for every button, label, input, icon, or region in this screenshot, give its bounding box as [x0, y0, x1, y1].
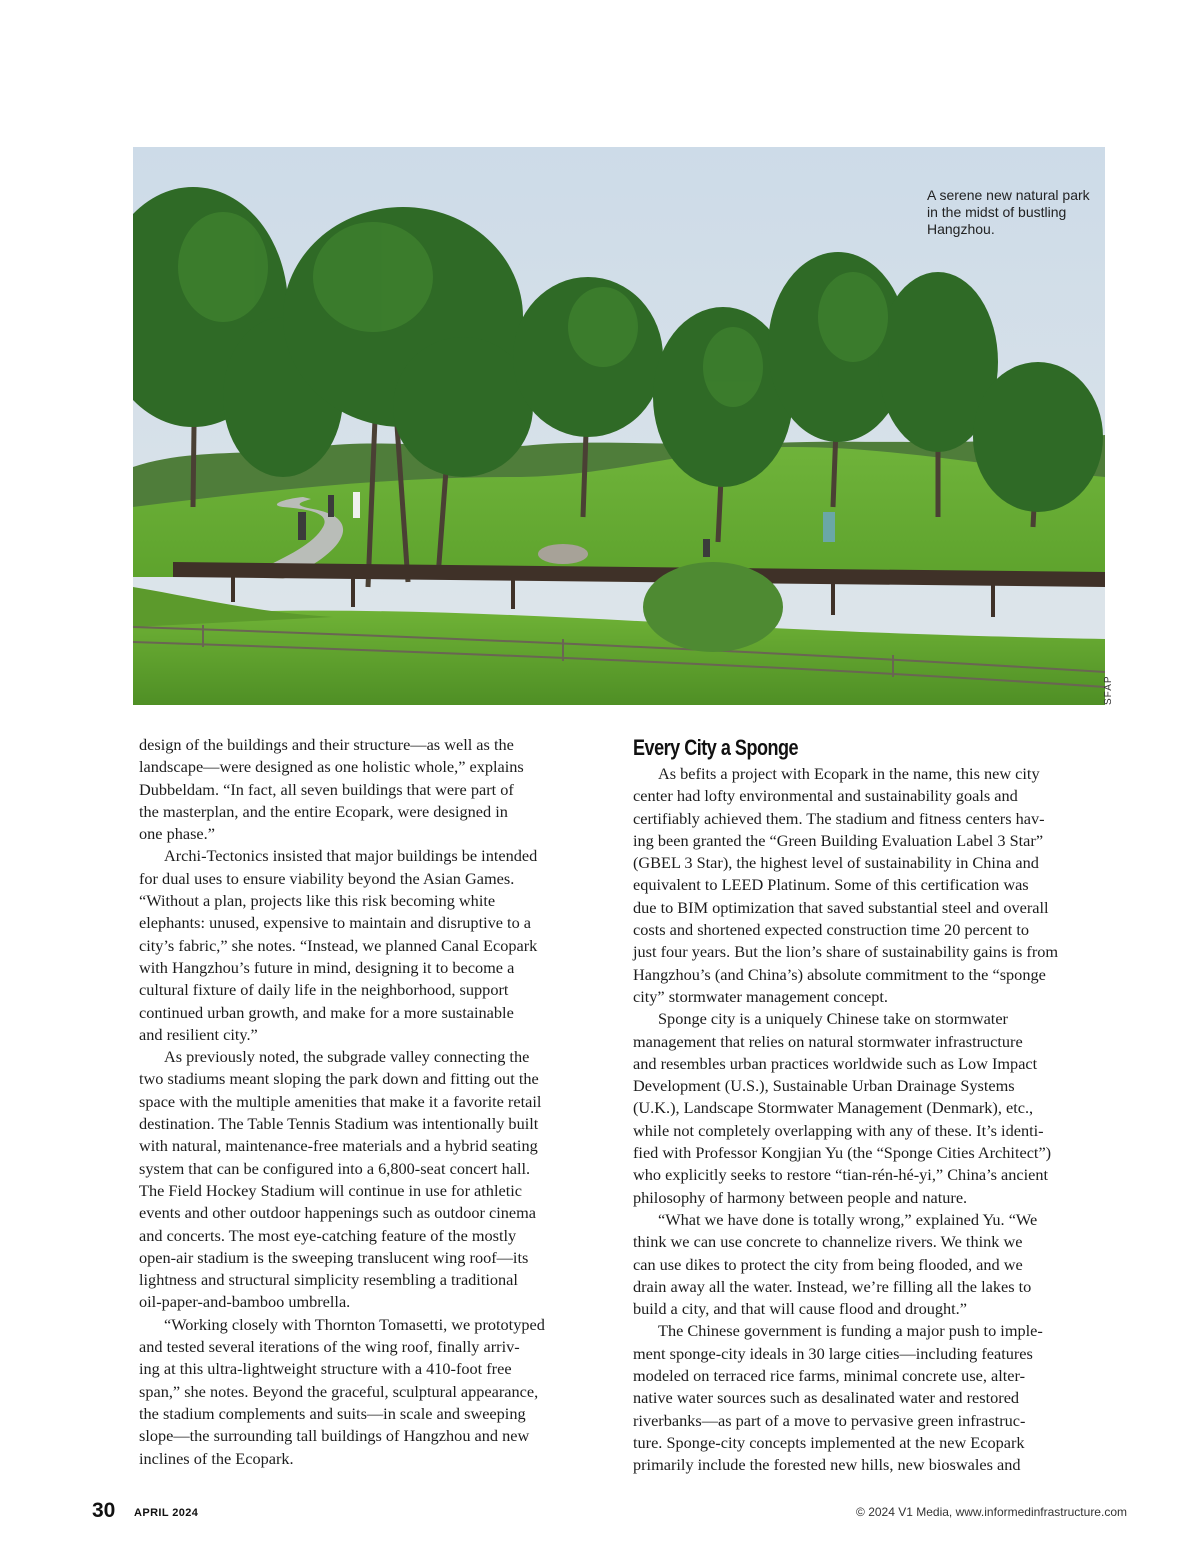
body-paragraph — [139, 1046, 611, 1314]
left-column — [139, 734, 611, 1470]
text-line: while not completely overlapping with any of these. It’s identi- — [633, 1120, 1044, 1140]
text-line: Hangzhou’s (and China’s) absolute commitment to the “sponge — [633, 964, 1046, 984]
text-line: ing at this ultra-lightweight structure with a 410-foot free — [139, 1359, 512, 1379]
caption-line: in the midst of bustling — [927, 204, 1067, 220]
caption-line: A serene new natural park — [927, 187, 1090, 203]
text-line: inclines of the Ecopark. — [139, 1448, 294, 1468]
body-paragraph — [139, 845, 611, 1046]
text-line: one phase.” — [139, 824, 215, 844]
text-line: equivalent to LEED Platinum. Some of this certification was — [633, 875, 1029, 895]
body-paragraph — [139, 734, 611, 845]
issue-date: APRIL 2024 — [134, 1507, 199, 1519]
text-line: drain away all the water. Instead, we’re filling all the lakes to — [633, 1276, 1032, 1296]
text-line: “Without a plan, projects like this risk becoming white — [139, 891, 496, 911]
text-line: (U.K.), Landscape Stormwater Management (Denmark), etc., — [633, 1098, 1034, 1118]
text-line: with Hangzhou’s future in mind, designing it to become a — [139, 957, 515, 977]
text-line: continued urban growth, and make for a more sustainable — [139, 1002, 514, 1022]
text-line: philosophy of harmony between people and nature. — [633, 1187, 968, 1207]
text-line: span,” she notes. Beyond the graceful, sculptural appearance, — [139, 1381, 539, 1401]
body-paragraph — [633, 1320, 1103, 1476]
text-line: due to BIM optimization that saved substantial steel and overall — [633, 897, 1049, 917]
text-line: slope—the surrounding tall buildings of Hangzhou and new — [139, 1426, 530, 1446]
body-paragraph — [139, 1314, 611, 1470]
text-line: The Chinese government is funding a major push to imple- — [658, 1321, 1043, 1341]
page-number: 30 — [92, 1499, 116, 1522]
body-paragraph — [633, 1008, 1103, 1209]
text-line: system that can be configured into a 6,800-seat concert hall. — [139, 1158, 531, 1178]
text-line: “What we have done is totally wrong,” explained Yu. “We — [658, 1209, 1038, 1229]
text-line: ing been granted the “Green Building Evaluation Label 3 Star” — [633, 830, 1044, 850]
text-line: riverbanks—as part of a move to pervasive green infrastruc- — [633, 1410, 1026, 1430]
text-line: The Field Hockey Stadium will continue in use for athletic — [139, 1180, 522, 1200]
text-line: destination. The Table Tennis Stadium was intentionally built — [139, 1114, 539, 1134]
copyright-notice: © 2024 V1 Media, www.informedinfrastructure.com — [856, 1505, 1127, 1519]
text-line: who explicitly seeks to restore “tian-rén-hé-yi,” China’s ancient — [633, 1165, 1049, 1185]
text-line: events and other outdoor happenings such as outdoor cinema — [139, 1203, 536, 1223]
text-line: (GBEL 3 Star), the highest level of sustainability in China and — [633, 853, 1039, 873]
text-line: fied with Professor Kongjian Yu (the “Sponge Cities Architect”) — [633, 1143, 1052, 1163]
text-line: native water sources such as desalinated water and restored — [633, 1388, 1020, 1408]
text-line: management that relies on natural stormwater infrastructure — [633, 1031, 1023, 1051]
text-line: open-air stadium is the sweeping translucent wing roof—its — [139, 1247, 529, 1267]
right-column — [633, 734, 1103, 1477]
text-line: oil-paper-and-bamboo umbrella. — [139, 1292, 351, 1312]
text-line: the masterplan, and the entire Ecopark, were designed in — [139, 801, 508, 821]
text-line: As previously noted, the subgrade valley connecting the — [164, 1047, 530, 1067]
text-line: certifiably achieved them. The stadium and fitness centers hav- — [633, 808, 1045, 828]
text-line: costs and shortened expected construction time 20 percent to — [633, 920, 1030, 940]
text-line: and resilient city.” — [139, 1024, 258, 1044]
text-line: with natural, maintenance-free materials and a hybrid seating — [139, 1136, 538, 1156]
text-line: just four years. But the lion’s share of sustainability gains is from — [633, 942, 1059, 962]
text-line: ture. Sponge-city concepts implemented at the new Ecopark — [633, 1432, 1025, 1452]
text-line: ment sponge-city ideals in 30 large cities—including features — [633, 1343, 1033, 1363]
photo-caption — [927, 187, 1092, 238]
text-line: landscape—were designed as one holistic whole,” explains — [139, 757, 524, 777]
text-line: city’s fabric,” she notes. “Instead, we planned Canal Ecopark — [139, 935, 538, 955]
text-line: can use dikes to protect the city from being flooded, and we — [633, 1254, 1023, 1274]
text-line: Development (U.S.), Sustainable Urban Drainage Systems — [633, 1076, 1015, 1096]
text-line: primarily include the forested new hills, new bioswales and — [633, 1455, 1021, 1475]
text-line: space with the multiple amenities that make it a favorite retail — [139, 1091, 542, 1111]
text-line: and tested several iterations of the wing roof, finally arriv- — [139, 1337, 520, 1357]
text-line: modeled on terraced rice farms, minimal concrete use, alter- — [633, 1366, 1026, 1386]
text-line: for dual uses to ensure viability beyond the Asian Games. — [139, 868, 515, 888]
text-line: lightness and structural simplicity resembling a traditional — [139, 1270, 518, 1290]
text-line: think we can use concrete to channelize rivers. We think we — [633, 1232, 1023, 1252]
text-line: Sponge city is a uniquely Chinese take on stormwater — [658, 1009, 1008, 1029]
caption-line: Hangzhou. — [927, 221, 995, 237]
text-line: elephants: unused, expensive to maintain and disruptive to a — [139, 913, 532, 933]
text-line: two stadiums meant sloping the park down and fitting out the — [139, 1069, 539, 1089]
text-line: and concerts. The most eye-catching feature of the mostly — [139, 1225, 517, 1245]
text-line: As befits a project with Ecopark in the name, this new city — [658, 764, 1040, 783]
text-line: design of the buildings and their structure—as well as the — [139, 735, 514, 754]
right-column-body — [633, 763, 1103, 1477]
text-line: “Working closely with Thornton Tomasetti, we prototyped — [164, 1314, 545, 1334]
text-line: city” stormwater management concept. — [633, 986, 888, 1006]
text-line: build a city, and that will cause flood and drought.” — [633, 1299, 967, 1319]
text-line: and resembles urban practices worldwide such as Low Impact — [633, 1053, 1038, 1073]
section-heading: Every City a Sponge — [633, 735, 799, 760]
text-line: center had lofty environmental and sustainability goals and — [633, 786, 1018, 806]
body-paragraph — [633, 1209, 1103, 1320]
text-line: the stadium complements and suits—in scale and sweeping — [139, 1403, 526, 1423]
text-line: cultural fixture of daily life in the neighborhood, support — [139, 980, 509, 1000]
text-line: Archi-Tectonics insisted that major buildings be intended — [164, 846, 538, 866]
photo-credit: SFAP — [1103, 675, 1114, 705]
text-line: Dubbeldam. “In fact, all seven buildings that were part of — [139, 779, 514, 799]
body-paragraph — [633, 763, 1103, 1008]
